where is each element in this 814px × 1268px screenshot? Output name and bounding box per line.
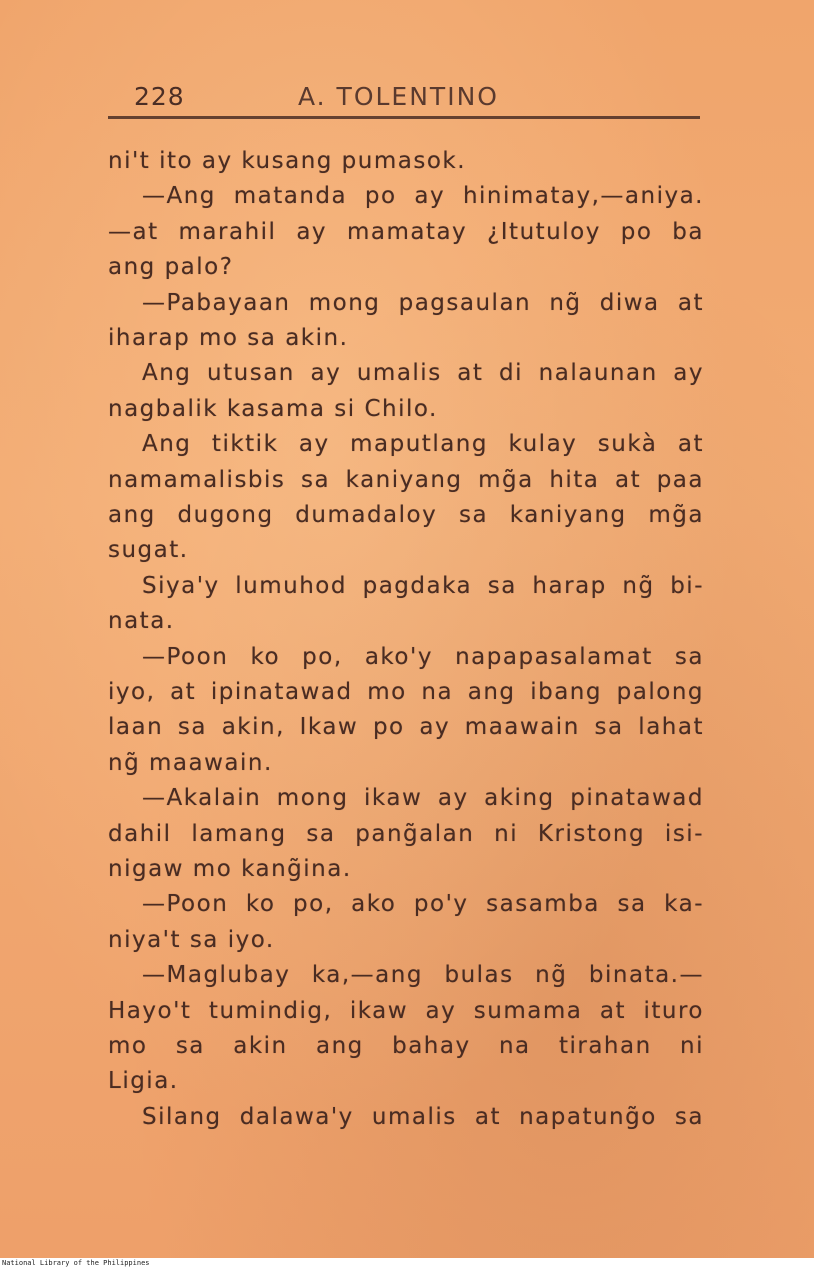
text-line: ang palo? [108,254,234,281]
text-line: Hayo't tumindig, ikaw ay sumama at ituro [108,997,704,1024]
text-line: —Poon ko po, ako'y napapasalamat sa [142,643,704,670]
text-line: ng̃ maawain. [108,749,273,776]
running-head: A. TOLENTINO [298,82,499,111]
text-line: Ang tiktik ay maputlang kulay sukà at [142,431,704,458]
text-line: namamalisbis sa kaniyang mg̃a hita at paa [108,466,704,493]
text-line: Siya'y lumuhod pagdaka sa harap ng̃ bi- [142,572,704,599]
footer-strip [0,1258,814,1268]
footer-credit: National Library of the Philippines [2,1259,150,1267]
text-line: iharap mo sa akin. [108,325,349,351]
text-line: sugat. [108,537,189,564]
text-line: —Poon ko po, ako po'y sasamba sa ka- [142,891,704,918]
page-header [108,78,700,122]
text-line: ang dugong dumadaloy sa kaniyang mg̃a [108,502,704,528]
text-line: niya't sa iyo. [108,926,275,953]
header-rule [108,116,700,119]
page-number: 228 [134,82,185,111]
text-line: Ang utusan ay umalis at di nalaunan ay [142,360,704,387]
text-line: —Akalain mong ikaw ay aking pinatawad [142,785,704,812]
text-line: Silang dalawa'y umalis at napatung̃o sa [142,1103,704,1130]
text-line: nata. [108,608,175,635]
text-line: —Ang matanda po ay hinimatay,—aniya. [142,183,704,210]
text-line: —Pabayaan mong pagsaulan ng̃ diwa at [142,289,704,316]
text-line: —at marahil ay mamatay ¿Itutuloy po ba [108,218,704,245]
text-line: nigaw mo kang̃ina. [108,856,352,882]
text-line: dahil lamang sa pang̃alan ni Kristong isi- [108,820,704,847]
text-line: ni't ito ay kusang pumasok. [108,148,467,174]
text-line: laan sa akin, Ikaw po ay maawain sa lahat [108,714,704,741]
text-line: —Maglubay ka,—ang bulas ng̃ binata.— [142,962,704,989]
text-line: iyo, at ipinatawad mo na ang ibang palong [108,679,704,705]
text-line: Ligia. [108,1068,179,1095]
text-line: nagbalik kasama si Chilo. [108,395,438,422]
text-line: mo sa akin ang bahay na tirahan ni [108,1033,704,1059]
